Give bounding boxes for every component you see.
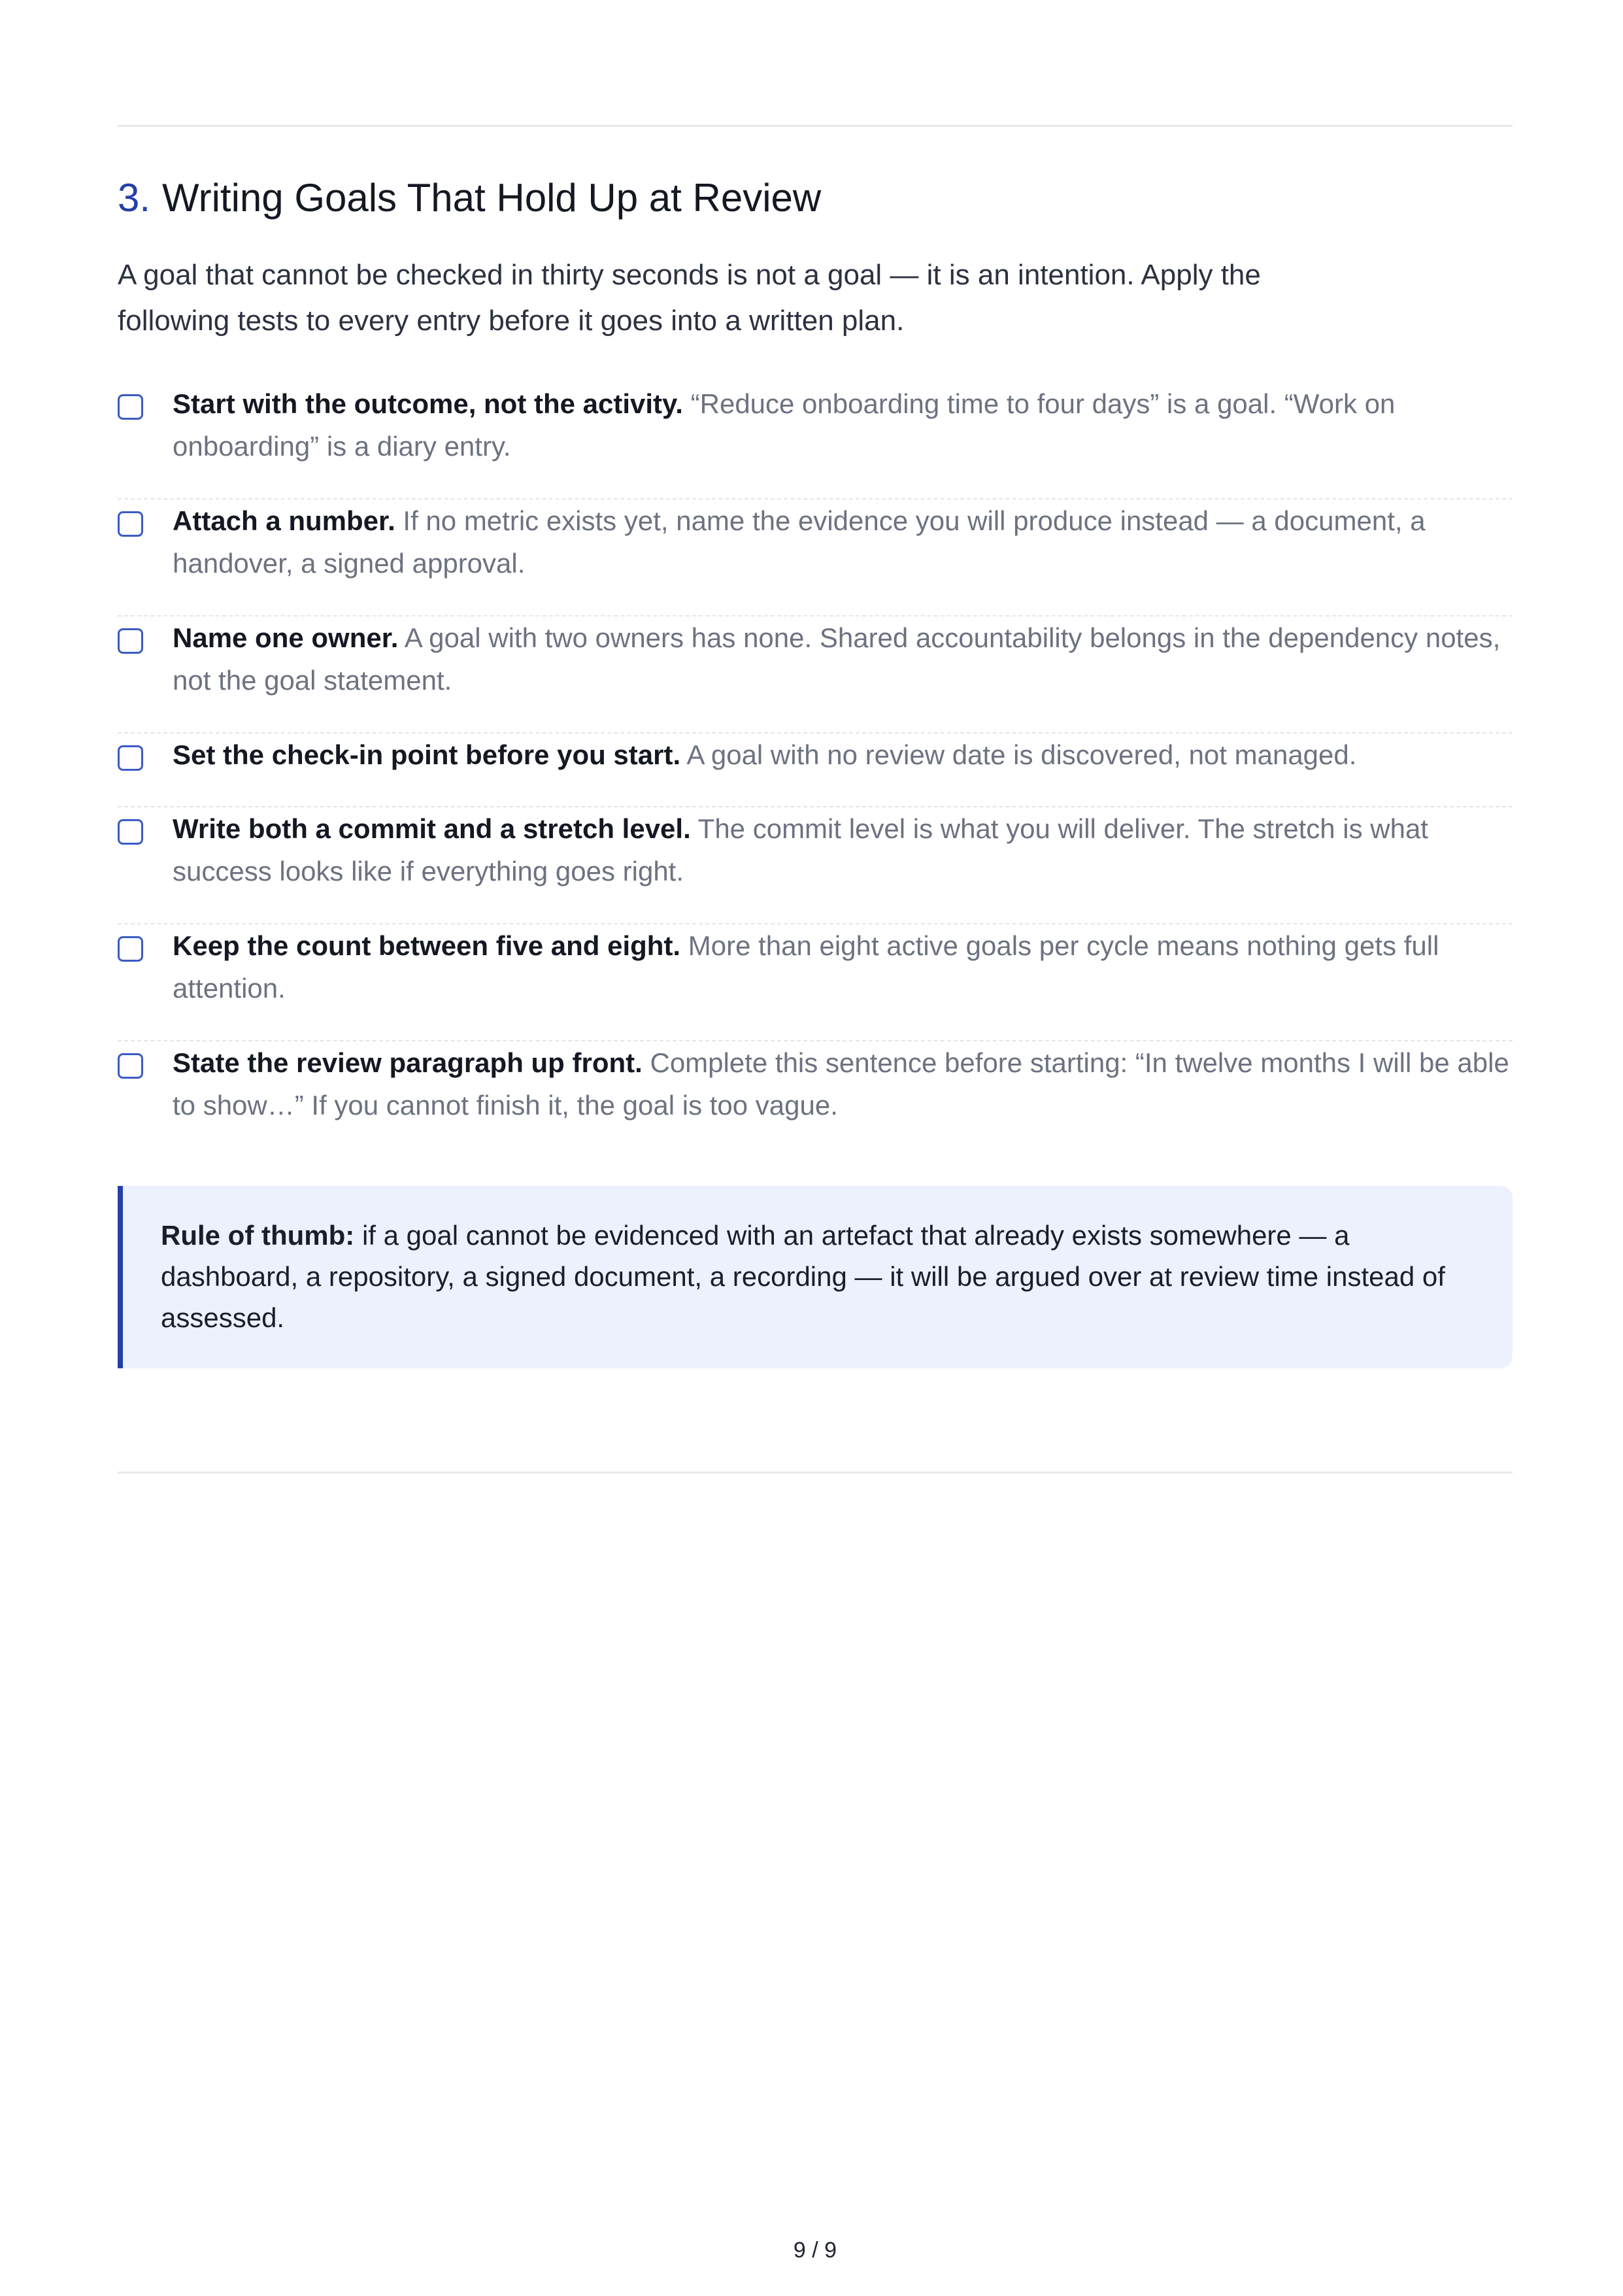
checklist-item-title: Set the check-in point before you start. [173, 739, 681, 770]
checklist-item-text [173, 734, 1513, 776]
section-heading [118, 169, 821, 228]
checklist-item-title: Keep the count between five and eight. [173, 930, 681, 961]
checklist-item [118, 807, 1513, 924]
checkbox-icon[interactable] [118, 394, 143, 420]
checklist-item-title: Start with the outcome, not the activity. [173, 388, 683, 419]
checklist-item [118, 734, 1513, 807]
callout-label: Rule of thumb: [161, 1220, 355, 1251]
checklist-item-title: Write both a commit and a stretch level. [173, 813, 691, 844]
checklist-item-description: A goal with two owners has none. Shared accountability belongs in the dependency notes, not the goal statement. [173, 622, 1501, 696]
checkbox-icon[interactable] [118, 936, 143, 962]
checklist-item [118, 616, 1513, 734]
top-divider [118, 125, 1513, 127]
document-page [118, 0, 1513, 2296]
callout-text: if a goal cannot be evidenced with an artefact that already exists somewhere — a dashboard, a repository, a signed document, a recording — it will be argued over at review time instead of assessed. [161, 1220, 1445, 1333]
checklist-item-text [173, 807, 1513, 892]
checkbox-icon[interactable] [118, 745, 143, 771]
checklist-item-description: If no metric exists yet, name the evidence you will produce instead — a document, a handover, a signed approval. [173, 505, 1426, 579]
checklist-item-text [173, 382, 1513, 467]
checkbox-icon[interactable] [118, 511, 143, 537]
checklist-item [118, 924, 1513, 1041]
checklist-item-description: Complete this sentence before starting: “In twelve months I will be able to show…” If you cannot finish it, the goal is too vague. [173, 1047, 1509, 1121]
checkbox-icon[interactable] [118, 819, 143, 845]
checklist-item [118, 499, 1513, 616]
checklist-item [118, 382, 1513, 499]
checklist-item-title: Attach a number. [173, 505, 395, 536]
goal-checklist [118, 382, 1513, 1158]
checklist-item [118, 1041, 1513, 1158]
section-number: 3. [118, 176, 151, 220]
checklist-item-title: Name one owner. [173, 622, 399, 653]
checkbox-icon[interactable] [118, 628, 143, 654]
checklist-item-title: State the review paragraph up front. [173, 1047, 643, 1078]
checklist-item-text [173, 1041, 1513, 1126]
checklist-item-description: The commit level is what you will deliver. The stretch is what success looks like if everything goes right. [173, 813, 1428, 886]
section-title: Writing Goals That Hold Up at Review [162, 176, 822, 220]
section-intro: A goal that cannot be checked in thirty seconds is not a goal — it is an intention. Apply the following tests to every entry before it goes into a written plan. [118, 259, 1261, 337]
checklist-item-description: More than eight active goals per cycle means nothing gets full attention. [173, 930, 1439, 1004]
checklist-item-text [173, 616, 1513, 701]
checklist-item-text [173, 499, 1513, 584]
page-number: 9 / 9 [793, 2238, 837, 2263]
checklist-item-text [173, 924, 1513, 1009]
checkbox-icon[interactable] [118, 1053, 143, 1079]
checklist-item-description: A goal with no review date is discovered, not managed. [686, 739, 1357, 770]
rule-of-thumb-callout [118, 1186, 1513, 1368]
bottom-divider [118, 1472, 1513, 1474]
checklist-item-description: “Reduce onboarding time to four days” is a goal. “Work on onboarding” is a diary entry. [173, 388, 1396, 462]
